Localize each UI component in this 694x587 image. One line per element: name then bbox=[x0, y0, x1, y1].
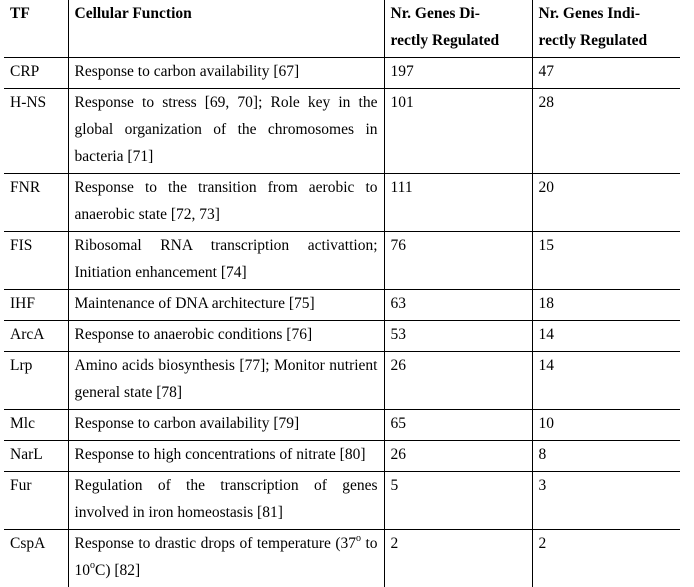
table-row bbox=[4, 530, 680, 587]
cell-function: Response to carbon availability [67] bbox=[68, 58, 384, 89]
cell-direct: 2 bbox=[384, 530, 532, 587]
cell-direct: 63 bbox=[384, 290, 532, 321]
table-body bbox=[4, 58, 680, 587]
cell-indirect: 20 bbox=[532, 174, 680, 232]
function-text-pre: Response to drastic drops of temperature (37 bbox=[75, 535, 357, 552]
cell-direct: 26 bbox=[384, 352, 532, 410]
table-row bbox=[4, 441, 680, 472]
cell-tf: CRP bbox=[4, 58, 68, 89]
table-row bbox=[4, 89, 680, 174]
cell-tf: ArcA bbox=[4, 321, 68, 352]
table-row bbox=[4, 410, 680, 441]
function-text-mid: to 10 bbox=[75, 535, 378, 579]
cell-function: Maintenance of DNA architecture [75] bbox=[68, 290, 384, 321]
header-indirect bbox=[532, 0, 680, 58]
cell-function: Response to high concentrations of nitrate [80] bbox=[68, 441, 384, 472]
cell-tf: IHF bbox=[4, 290, 68, 321]
header-function: Cellular Function bbox=[68, 0, 384, 58]
table-row bbox=[4, 472, 680, 530]
degree-superscript: o bbox=[356, 533, 361, 544]
cell-direct: 65 bbox=[384, 410, 532, 441]
header-row bbox=[4, 0, 680, 58]
header-tf: TF bbox=[4, 0, 68, 58]
header-indirect-line1: Nr. Genes Indi- bbox=[539, 0, 675, 27]
cell-tf: FNR bbox=[4, 174, 68, 232]
cell-function: Regulation of the transcription of genes involved in iron homeostasis [81] bbox=[68, 472, 384, 530]
cell-tf: Fur bbox=[4, 472, 68, 530]
cell-indirect: 14 bbox=[532, 321, 680, 352]
cell-indirect: 47 bbox=[532, 58, 680, 89]
cell-direct: 101 bbox=[384, 89, 532, 174]
header-direct-line2: rectly Regulated bbox=[391, 27, 526, 54]
cell-direct: 26 bbox=[384, 441, 532, 472]
header-direct bbox=[384, 0, 532, 58]
cell-tf: Mlc bbox=[4, 410, 68, 441]
cell-tf: CspA bbox=[4, 530, 68, 587]
table-row bbox=[4, 174, 680, 232]
cell-function bbox=[68, 530, 384, 587]
cell-indirect: 18 bbox=[532, 290, 680, 321]
cell-direct: 5 bbox=[384, 472, 532, 530]
header-direct-line1: Nr. Genes Di- bbox=[391, 0, 526, 27]
cell-function: Response to stress [69, 70]; Role key in the global organization of the chromosomes in bacteria [71] bbox=[68, 89, 384, 174]
table-header bbox=[4, 0, 680, 58]
cell-function: Ribosomal RNA transcription activattion; Initiation enhancement [74] bbox=[68, 232, 384, 290]
table-row bbox=[4, 321, 680, 352]
cell-indirect: 10 bbox=[532, 410, 680, 441]
header-indirect-line2: rectly Regulated bbox=[539, 27, 675, 54]
cell-direct: 53 bbox=[384, 321, 532, 352]
table-row bbox=[4, 58, 680, 89]
table-row bbox=[4, 290, 680, 321]
cell-function: Amino acids biosynthesis [77]; Monitor nutrient general state [78] bbox=[68, 352, 384, 410]
tf-table bbox=[4, 0, 680, 587]
cell-tf: NarL bbox=[4, 441, 68, 472]
table bbox=[4, 0, 680, 587]
cell-indirect: 8 bbox=[532, 441, 680, 472]
function-text-post: C) [82] bbox=[95, 562, 140, 579]
degree-superscript: o bbox=[90, 560, 95, 571]
cell-function: Response to carbon availability [79] bbox=[68, 410, 384, 441]
cell-direct: 111 bbox=[384, 174, 532, 232]
cell-direct: 197 bbox=[384, 58, 532, 89]
cell-indirect: 2 bbox=[532, 530, 680, 587]
table-row bbox=[4, 352, 680, 410]
cell-tf: Lrp bbox=[4, 352, 68, 410]
cell-indirect: 3 bbox=[532, 472, 680, 530]
cell-function: Response to anaerobic conditions [76] bbox=[68, 321, 384, 352]
cell-indirect: 28 bbox=[532, 89, 680, 174]
cell-direct: 76 bbox=[384, 232, 532, 290]
cell-function: Response to the transition from aerobic to anaerobic state [72, 73] bbox=[68, 174, 384, 232]
cell-indirect: 15 bbox=[532, 232, 680, 290]
table-row bbox=[4, 232, 680, 290]
cell-tf: H-NS bbox=[4, 89, 68, 174]
cell-tf: FIS bbox=[4, 232, 68, 290]
cell-indirect: 14 bbox=[532, 352, 680, 410]
